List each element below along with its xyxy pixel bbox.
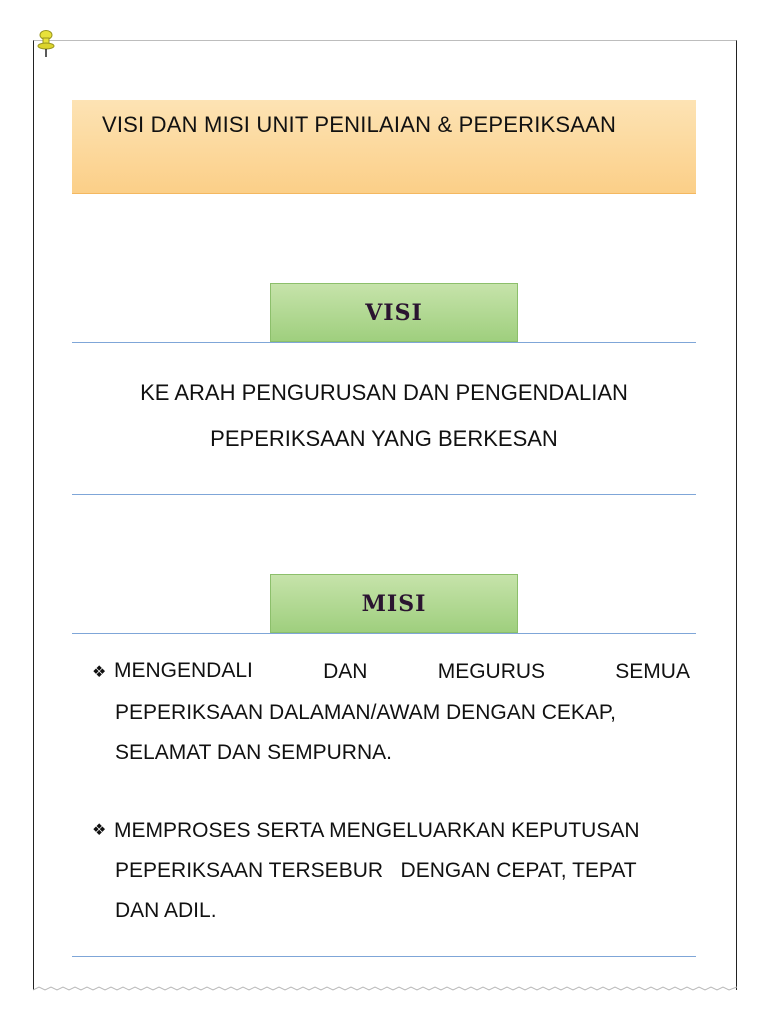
misi-word: SEMUA (615, 660, 690, 683)
title-banner (72, 100, 696, 194)
page-title: VISI DAN MISI UNIT PENILAIAN & PEPERIKSAAN (102, 112, 617, 137)
pushpin-icon (36, 30, 56, 58)
misi-item-line: SELAMAT DAN SEMPURNA. (115, 741, 392, 764)
visi-line: KE ARAH PENGURUSAN DAN PENGENDALIAN (140, 380, 628, 405)
visi-line: PEPERIKSAAN YANG BERKESAN (210, 426, 558, 451)
visi-statement (72, 370, 696, 462)
misi-item (92, 651, 690, 773)
divider (72, 494, 696, 495)
misi-word: DAN (323, 660, 368, 683)
misi-item-line: PEPERIKSAAN DALAMAN/AWAM DENGAN CEKAP, (115, 701, 617, 724)
misi-word: MEGURUS (437, 660, 546, 683)
misi-heading: MISI (361, 590, 427, 617)
divider (72, 956, 696, 957)
misi-item-line: PEPERIKSAAN TERSEBUR DENGAN CEPAT, TEPAT (115, 859, 637, 882)
misi-heading-box (270, 574, 518, 633)
diamond-bullet-icon: ❖ (92, 822, 107, 839)
misi-item-first-line (92, 811, 690, 851)
misi-word: MENGENDALI (114, 659, 253, 682)
misi-item (92, 811, 690, 931)
misi-first-word-group (92, 651, 253, 693)
visi-heading: VISI (365, 299, 423, 326)
divider (72, 633, 696, 634)
torn-edge (33, 984, 737, 996)
visi-heading-box (270, 283, 518, 342)
diamond-bullet-icon: ❖ (92, 664, 107, 681)
misi-item-first-line (92, 651, 690, 693)
divider (72, 342, 696, 343)
misi-item-text: MEMPROSES SERTA MENGELUARKAN KEPUTUSAN (114, 819, 640, 842)
misi-item-line: DAN ADIL. (115, 899, 217, 922)
